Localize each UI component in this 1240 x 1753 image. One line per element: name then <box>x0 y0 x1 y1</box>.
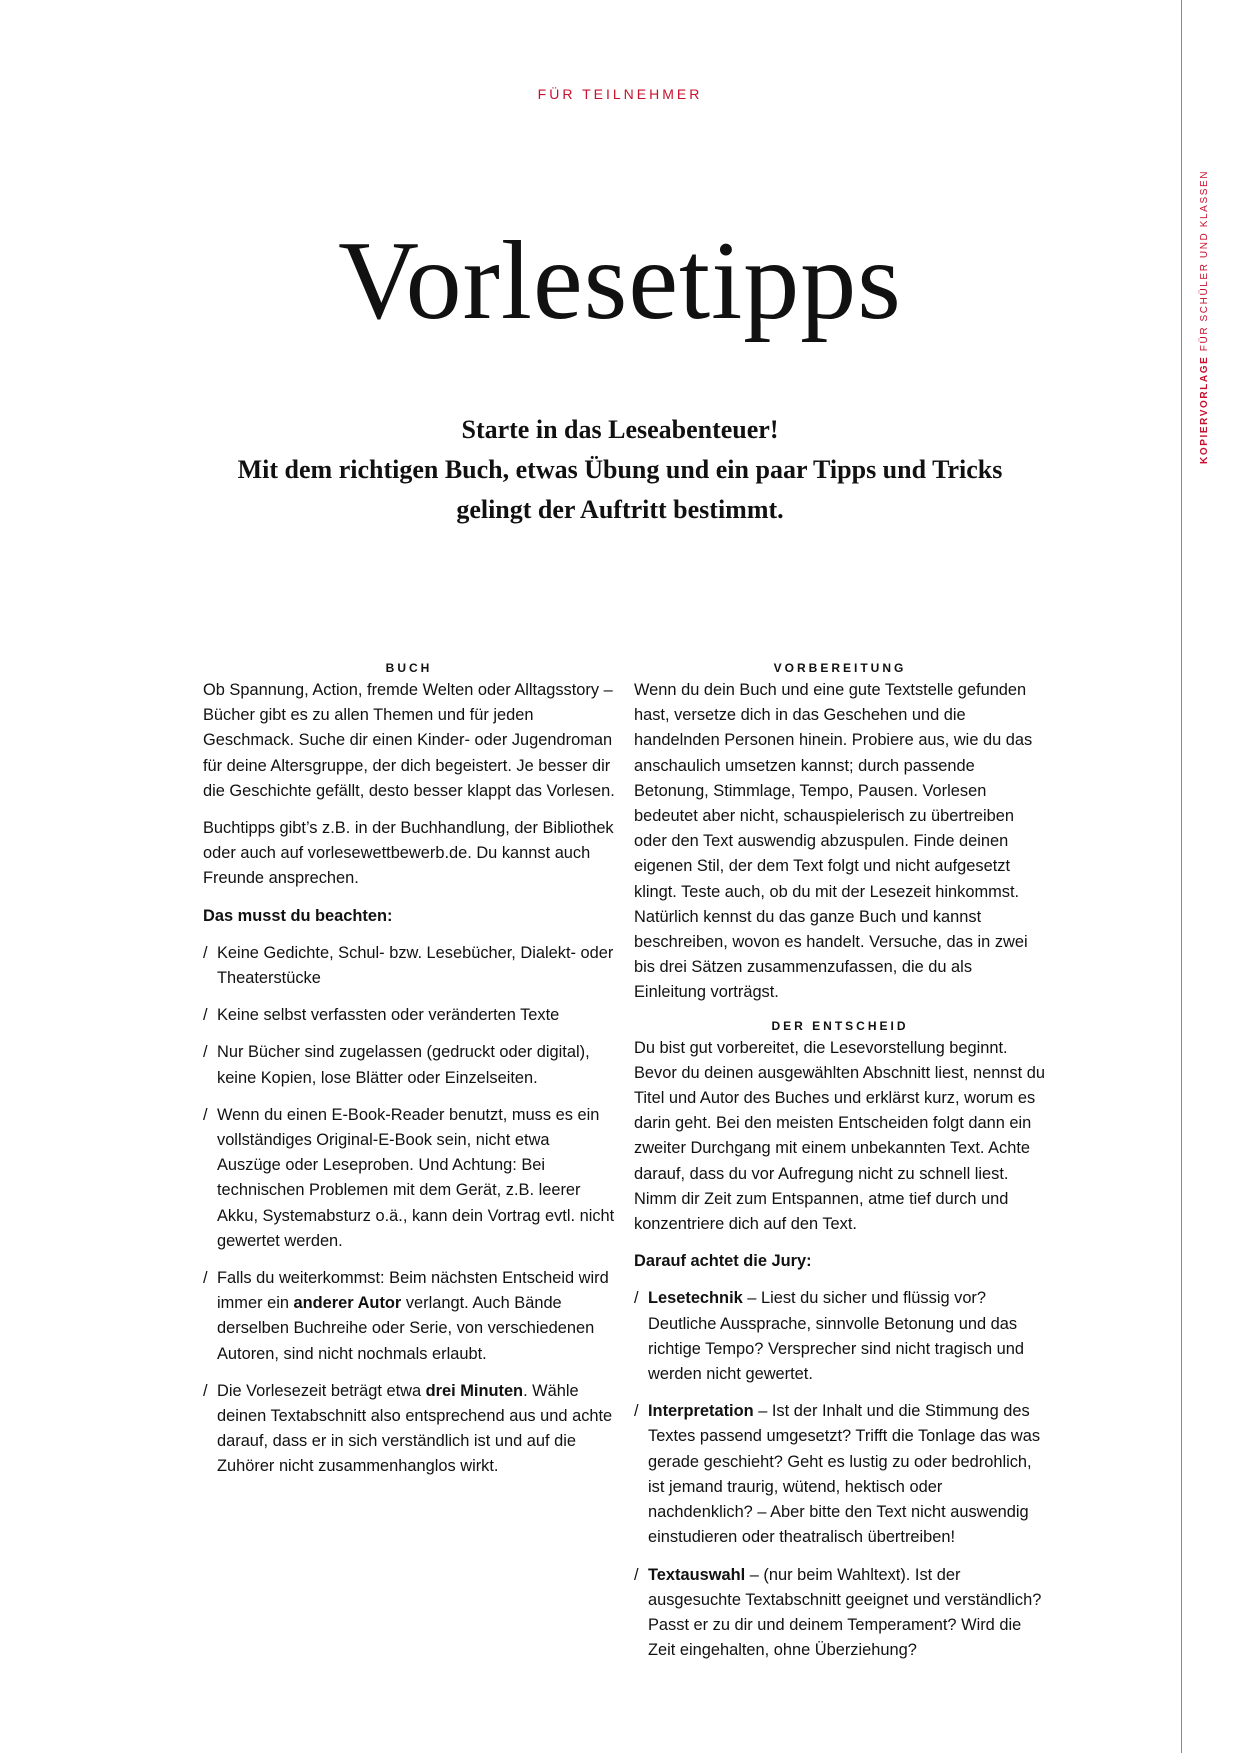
entscheid-paragraph: Du bist gut vorbereitet, die Lesevorstellung beginnt. Bevor du deinen ausgewählten Abschnitt liest, nennst du Titel und Autor des Buches und erklärst kurz, worum es darin geht. Bei den meisten Entscheiden folgt dann ein zweiter Durchgang mit einem unbekannten Text. Achte darauf, dass du vor Aufregung nicht zu schnell liest. Nimm dir Zeit zum Entspannen, atme tief durch und konzentriere dich auf den Text. <box>634 1038 1045 1234</box>
slash-bullet: / <box>634 1565 639 1584</box>
intro-line: Starte in das Leseabenteuer! <box>461 415 779 444</box>
intro-line: gelingt der Auftritt bestimmt. <box>456 495 784 524</box>
rule-text: verlangt. Auch Bände derselben Buchreihe oder Serie, von verschiedenen Autoren, sind nicht nochmals erlaubt. <box>217 1294 595 1363</box>
section-heading-entscheid: DER ENTSCHEID <box>771 1018 909 1033</box>
criterion-term: Lesetechnik <box>648 1289 743 1308</box>
rule-emphasis: drei Minuten <box>425 1381 524 1400</box>
rule-emphasis: anderer Autor <box>293 1294 402 1313</box>
criterion-text: – (nur beim Wahltext). Ist der ausgesuchte Textabschnitt geeignet und verständlich? Passt er zu dir und deinem Temperament? Wird die Zeit eingehalten, ohne Überziehung? <box>648 1565 1042 1660</box>
criterion-text: – Liest du sicher und flüssig vor? Deutliche Aussprache, sinnvolle Betonung und das richtige Tempo? Versprecher sind nicht tragisch und werden nicht gewertet. <box>648 1289 1024 1384</box>
slash-bullet: / <box>203 1381 208 1400</box>
rule-text: Keine selbst verfassten oder veränderten Texte <box>217 1006 560 1025</box>
rule-text: Nur Bücher sind zugelassen (gedruckt oder digital), keine Kopien, lose Blätter oder Einzelseiten. <box>217 1043 590 1087</box>
buch-paragraph: Buchtipps gibt’s z.B. in der Buchhandlung, der Bibliothek oder auch auf vorlesewettbewerb.de. Du kannst auch Freunde ansprechen. <box>203 819 614 888</box>
jury-subheading: Darauf achtet die Jury: <box>634 1252 812 1271</box>
side-label <box>1199 170 1210 464</box>
rule-item <box>203 1379 615 1480</box>
slash-bullet: / <box>634 1402 639 1421</box>
criterion-item <box>634 1399 1046 1550</box>
rule-item <box>203 1266 615 1367</box>
criterion-item <box>634 1563 1046 1664</box>
rule-text: Wenn du einen E-Book-Reader benutzt, muss es ein vollständiges Original-E-Book sein, nicht etwa Auszüge oder Leseproben. Und Achtung: Bei technischen Problemen mit dem Gerät, z.B. leerer Akku, Systemabsturz o.ä., kann dein Vortrag evtl. nicht gewertet werden. <box>217 1105 615 1250</box>
rule-text: Keine Gedichte, Schul- bzw. Lesebücher, Dialekt- oder Theaterstücke <box>217 943 614 988</box>
criterion-term: Interpretation <box>648 1402 754 1421</box>
criterion-term: Textauswahl <box>648 1565 746 1584</box>
side-label-rest: FÜR SCHÜLER UND KLASSEN <box>1199 169 1210 356</box>
buch-paragraph: Ob Spannung, Action, fremde Welten oder Alltagsstory – Bücher gibt es zu allen Themen und für jeden Geschmack. Suche dir einen Kinder- oder Jugendroman für deine Altersgruppe, der dich begeistert. Je besser dir die Geschichte gefällt, desto besser klappt das Vorlesen. <box>203 681 615 800</box>
rule-text: Die Vorlesezeit beträgt etwa <box>217 1381 426 1400</box>
section-eyebrow: FÜR TEILNEHMER <box>537 86 703 102</box>
slash-bullet: / <box>203 943 208 962</box>
criterion-item <box>634 1286 1046 1387</box>
rule-text: . Wähle deinen Textabschnitt also entsprechend aus und achte darauf, dass er in sich verständlich ist und auf die Zuhörer nicht zusammenhanglos wirkt. <box>217 1381 613 1476</box>
section-heading-vorbereitung: VORBEREITUNG <box>773 661 907 675</box>
rule-item <box>203 941 615 991</box>
criterion-text: – Ist der Inhalt und die Stimmung des Textes passend umgesetzt? Trifft die Tonlage das was gerade geschieht? Geht es lustig zu oder bedrohlich, ist jemand traurig, wütend, hektisch oder nachdenklich? – Aber bitte den Text nicht auswendig einstudieren oder theatralisch übertreiben! <box>648 1402 1041 1547</box>
slash-bullet: / <box>203 1006 208 1025</box>
rule-item <box>203 1040 615 1090</box>
intro-text <box>120 410 1120 530</box>
page-title: Vorlesetipps <box>338 219 902 344</box>
margin-rule <box>1181 0 1182 1753</box>
rules-list <box>203 941 615 1480</box>
slash-bullet: / <box>203 1043 208 1062</box>
rules-subheading: Das musst du beachten: <box>203 906 393 925</box>
rule-text: Falls du weiterkommst: Beim nächsten Entscheid wird immer ein <box>217 1269 609 1313</box>
side-label-strong: KOPIERVORLAGE <box>1199 355 1210 464</box>
column-right <box>634 660 1046 1675</box>
rule-item <box>203 1103 615 1254</box>
rule-item <box>203 1003 615 1028</box>
slash-bullet: / <box>203 1269 208 1288</box>
slash-bullet: / <box>203 1105 208 1124</box>
column-left <box>203 660 615 1492</box>
jury-criteria-list <box>634 1286 1046 1663</box>
intro-line: Mit dem richtigen Buch, etwas Übung und ein paar Tipps und Tricks <box>237 455 1003 484</box>
vorbereitung-paragraph: Wenn du dein Buch und eine gute Textstelle gefunden hast, versetze dich in das Geschehen und die handelnden Personen hinein. Probiere aus, wie du das anschaulich umsetzen kannst; durch passende Betonung, Stimmlage, Tempo, Pausen. Vorlesen bedeutet aber nicht, schauspielerisch zu übertreiben oder den Text auswendig abzuspulen. Finde deinen eigenen Stil, der dem Text folgt und nicht aufgesetzt klingt. Teste auch, ob du mit der Lesezeit hinkommst. Natürlich kennst du das ganze Buch und kannst beschreiben, wovon es handelt. Versuche, das in zwei bis drei Sätzen zusammenzufassen, die du als Einleitung vorträgst. <box>634 681 1033 1002</box>
slash-bullet: / <box>634 1289 639 1308</box>
section-heading-buch: BUCH <box>385 661 433 675</box>
